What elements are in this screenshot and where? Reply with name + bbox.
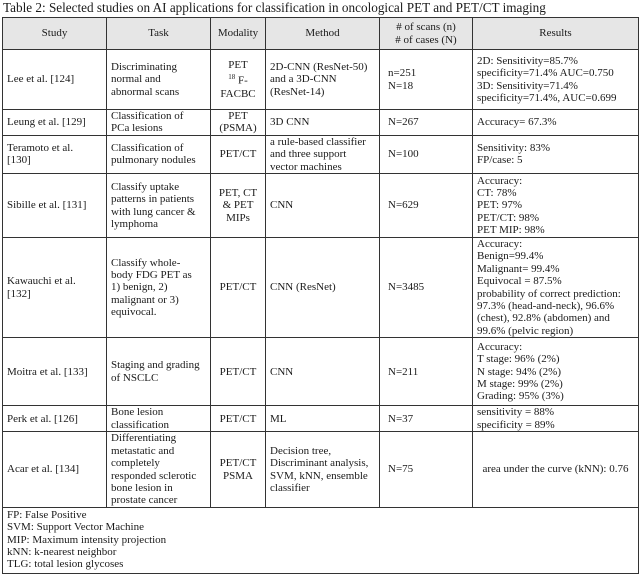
- cell-line: a rule-based classifier: [270, 135, 366, 148]
- cell-line: body FDG PET as: [111, 269, 192, 282]
- cell-results: [473, 238, 639, 338]
- cell-line: with lung cancer &: [111, 205, 196, 218]
- cell-line: Perk et al. [126]: [7, 412, 78, 425]
- cell-line: CNN: [270, 365, 294, 378]
- cell-line: T stage: 96% (2%): [477, 353, 560, 366]
- cell-line: 2D-CNN (ResNet-50): [270, 60, 368, 73]
- cell-modality: [211, 406, 266, 432]
- cell-study: [3, 406, 107, 432]
- cell-line: (PSMA): [219, 122, 257, 135]
- cell-line: Benign=99.4%: [477, 250, 544, 263]
- cell-line: Malignant= 99.4%: [477, 262, 560, 275]
- cell-modality: [211, 432, 266, 507]
- cell-line: $^{18}$ F-: [228, 73, 248, 88]
- cell-line: N=18: [388, 79, 414, 92]
- cell-line: M stage: 99% (2%): [477, 377, 563, 390]
- cell-line: SVM: Support Vector Machine: [7, 521, 144, 534]
- cell-line: lymphoma: [111, 217, 159, 230]
- table-row: [3, 338, 639, 406]
- cell-line: Accuracy:: [477, 238, 523, 251]
- cell-line: [130]: [7, 154, 31, 167]
- cell-results: [473, 338, 639, 406]
- cell-line: 99.6% (pelvic region): [477, 324, 574, 337]
- cell-line: PET/CT: [219, 148, 257, 161]
- cell-line: malignant or 3): [111, 293, 179, 306]
- cell-line: sensitivity = 88%: [477, 406, 555, 419]
- cell-line: specificity = 89%: [477, 418, 555, 431]
- cell-line: PSMA: [223, 469, 253, 482]
- cell-line: Classification of: [111, 142, 184, 155]
- studies-table: [2, 17, 639, 574]
- cell-line: Modality: [217, 27, 259, 40]
- header-task: [107, 18, 211, 50]
- header-modality: [211, 18, 266, 50]
- cell-line: PET, CT: [218, 186, 258, 199]
- cell-line: PET/CT: [219, 281, 257, 294]
- cell-line: FP/case: 5: [477, 154, 523, 167]
- cell-line: Task: [148, 27, 169, 40]
- header-results: [473, 18, 639, 50]
- cell-line: SVM, kNN, ensemble: [270, 469, 368, 482]
- cell-line: Accuracy:: [477, 340, 523, 353]
- header-row: [3, 18, 639, 50]
- cell-line: Decision tree,: [270, 444, 332, 457]
- cell-results: [473, 135, 639, 173]
- cell-line: abnormal scans: [111, 85, 180, 98]
- cell-line: patterns in patients: [111, 193, 195, 206]
- cell-line: CT: 78%: [477, 186, 517, 199]
- cell-line: PCa lesions: [111, 122, 163, 135]
- cell-method: [266, 174, 380, 238]
- cell-results: [473, 432, 639, 507]
- cell-line: [132]: [7, 287, 31, 300]
- cell-task: [107, 238, 211, 338]
- header-study: [3, 18, 107, 50]
- cell-line: ML: [270, 412, 287, 425]
- cell-line: Differentiating: [111, 432, 177, 445]
- cell-line: Teramoto et al.: [7, 142, 74, 155]
- cell-line: N=267: [388, 116, 419, 129]
- cell-method: [266, 110, 380, 136]
- cell-task: [107, 110, 211, 136]
- cell-line: PET MIP: 98%: [477, 224, 545, 237]
- cell-line: vector machines: [270, 160, 342, 173]
- table-row: [3, 238, 639, 338]
- cell-line: Classification of: [111, 110, 184, 122]
- table-row: [3, 432, 639, 507]
- cell-modality: [211, 338, 266, 406]
- cell-line: Method: [305, 27, 340, 40]
- cell-scans: [380, 110, 473, 136]
- cell-scans: [380, 238, 473, 338]
- table-row: [3, 135, 639, 173]
- cell-line: probability of correct prediction:: [477, 287, 621, 300]
- cell-line: specificity=71.4% AUC=0.750: [477, 67, 614, 80]
- cell-line: Bone lesion: [111, 406, 164, 419]
- cell-task: [107, 432, 211, 507]
- cell-modality: [211, 174, 266, 238]
- cell-line: and three support: [270, 148, 347, 161]
- cell-line: MIPs: [226, 211, 250, 224]
- cell-modality: [211, 110, 266, 136]
- cell-line: Staging and grading: [111, 359, 200, 372]
- cell-method: [266, 135, 380, 173]
- cell-task: [107, 406, 211, 432]
- cell-modality: [211, 238, 266, 338]
- table-caption: Table 2: Selected studies on AI applications for classification in oncological PET and PET/CT imaging: [3, 0, 546, 15]
- cell-line: Results: [539, 27, 572, 40]
- table-row: [3, 174, 639, 238]
- cell-scans: [380, 432, 473, 507]
- cell-line: Accuracy= 67.3%: [477, 116, 557, 129]
- cell-modality: [211, 50, 266, 110]
- cell-results: [473, 50, 639, 110]
- cell-method: [266, 432, 380, 507]
- cell-study: [3, 110, 107, 136]
- cell-line: of NSCLC: [111, 371, 159, 384]
- table-row: [3, 110, 639, 136]
- cell-modality: [211, 135, 266, 173]
- table-row: [3, 50, 639, 110]
- cell-line: Study: [41, 27, 68, 40]
- cell-line: 2D: Sensitivity=85.7%: [477, 54, 578, 67]
- cell-method: [266, 50, 380, 110]
- table-row: [3, 406, 639, 432]
- cell-line: equivocal.: [111, 306, 157, 319]
- cell-line: 97.3% (head-and-neck), 96.6%: [477, 300, 615, 313]
- cell-line: 1) benign, 2): [111, 281, 168, 294]
- cell-task: [107, 338, 211, 406]
- cell-line: 3D CNN: [270, 116, 310, 129]
- cell-line: TLG: total lesion glycoses: [7, 558, 124, 571]
- cell-line: Moitra et al. [133]: [7, 365, 88, 378]
- cell-line: FACBC: [220, 87, 256, 100]
- cell-line: MIP: Maximum intensity projection: [7, 533, 167, 546]
- cell-line: PET: [228, 110, 248, 122]
- cell-line: pulmonary nodules: [111, 154, 196, 167]
- cell-results: [473, 406, 639, 432]
- cell-line: PET/CT: 98%: [477, 211, 540, 224]
- cell-study: [3, 338, 107, 406]
- cell-scans: [380, 338, 473, 406]
- cell-study: [3, 432, 107, 507]
- cell-line: (ResNet-14): [270, 85, 325, 98]
- cell-method: [266, 338, 380, 406]
- cell-line: kNN: k-nearest neighbor: [7, 545, 117, 558]
- cell-line: normal and: [111, 73, 161, 86]
- cell-line: prostate cancer: [111, 494, 178, 507]
- cell-line: N=37: [388, 412, 414, 425]
- cell-line: responded sclerotic: [111, 469, 197, 482]
- cell-line: metastatic and: [111, 444, 175, 457]
- cell-line: Lee et al. [124]: [7, 73, 75, 86]
- cell-line: area under the curve (kNN): 0.76: [482, 463, 629, 476]
- cell-task: [107, 135, 211, 173]
- cell-results: [473, 110, 639, 136]
- cell-line: FP: False Positive: [7, 508, 87, 521]
- cell-line: Acar et al. [134]: [7, 463, 80, 476]
- cell-study: [3, 135, 107, 173]
- cell-line: Leung et al. [129]: [7, 116, 86, 129]
- cell-line: Classify uptake: [111, 180, 180, 193]
- cell-line: Grading: 95% (3%): [477, 390, 564, 403]
- cell-line: Sensitivity: 83%: [477, 142, 551, 155]
- cell-line: 3D: Sensitivity=71.4%: [477, 79, 578, 92]
- cell-line: Discriminant analysis,: [270, 457, 369, 470]
- cell-line: N=211: [388, 365, 419, 378]
- cell-line: classification: [111, 418, 170, 431]
- cell-study: [3, 238, 107, 338]
- cell-line: Sibille et al. [131]: [7, 199, 87, 212]
- cell-line: N=75: [388, 463, 414, 476]
- cell-line: Kawauchi et al.: [7, 275, 76, 288]
- cell-line: n=251: [388, 67, 417, 80]
- cell-line: PET: 97%: [477, 199, 522, 212]
- cell-scans: [380, 135, 473, 173]
- cell-line: (chest), 92.8% (abdomen) and: [477, 312, 610, 325]
- cell-line: classifier: [270, 481, 310, 494]
- cell-line: Accuracy:: [477, 174, 523, 187]
- cell-scans: [380, 50, 473, 110]
- cell-line: N=629: [388, 199, 419, 212]
- cell-line: CNN: [270, 199, 294, 212]
- cell-results: [473, 174, 639, 238]
- cell-study: [3, 50, 107, 110]
- footnotes-row: [3, 507, 639, 573]
- header-method: [266, 18, 380, 50]
- cell-line: CNN (ResNet): [270, 281, 336, 294]
- cell-scans: [380, 406, 473, 432]
- cell-line: PET/CT: [219, 457, 257, 470]
- cell-method: [266, 238, 380, 338]
- cell-line: & PET: [222, 199, 254, 212]
- cell-line: specificity=71.4%, AUC=0.699: [477, 91, 617, 104]
- cell-line: PET: [228, 59, 248, 72]
- footnotes: [3, 507, 639, 573]
- cell-line: PET/CT: [219, 365, 257, 378]
- cell-line: # of cases (N): [395, 33, 457, 46]
- cell-line: N=100: [388, 148, 419, 161]
- cell-line: N=3485: [388, 281, 425, 294]
- cell-line: # of scans (n): [396, 21, 456, 34]
- cell-method: [266, 406, 380, 432]
- cell-line: and a 3D-CNN: [270, 73, 337, 86]
- cell-task: [107, 174, 211, 238]
- cell-study: [3, 174, 107, 238]
- cell-line: completely: [111, 457, 160, 470]
- cell-line: Equivocal = 87.5%: [477, 275, 562, 288]
- cell-line: Discriminating: [111, 60, 177, 73]
- header-scans: [380, 18, 473, 50]
- cell-task: [107, 50, 211, 110]
- cell-line: PET/CT: [219, 412, 257, 425]
- cell-line: bone lesion in: [111, 481, 173, 494]
- cell-line: Classify whole-: [111, 256, 181, 269]
- cell-scans: [380, 174, 473, 238]
- cell-line: N stage: 94% (2%): [477, 365, 562, 378]
